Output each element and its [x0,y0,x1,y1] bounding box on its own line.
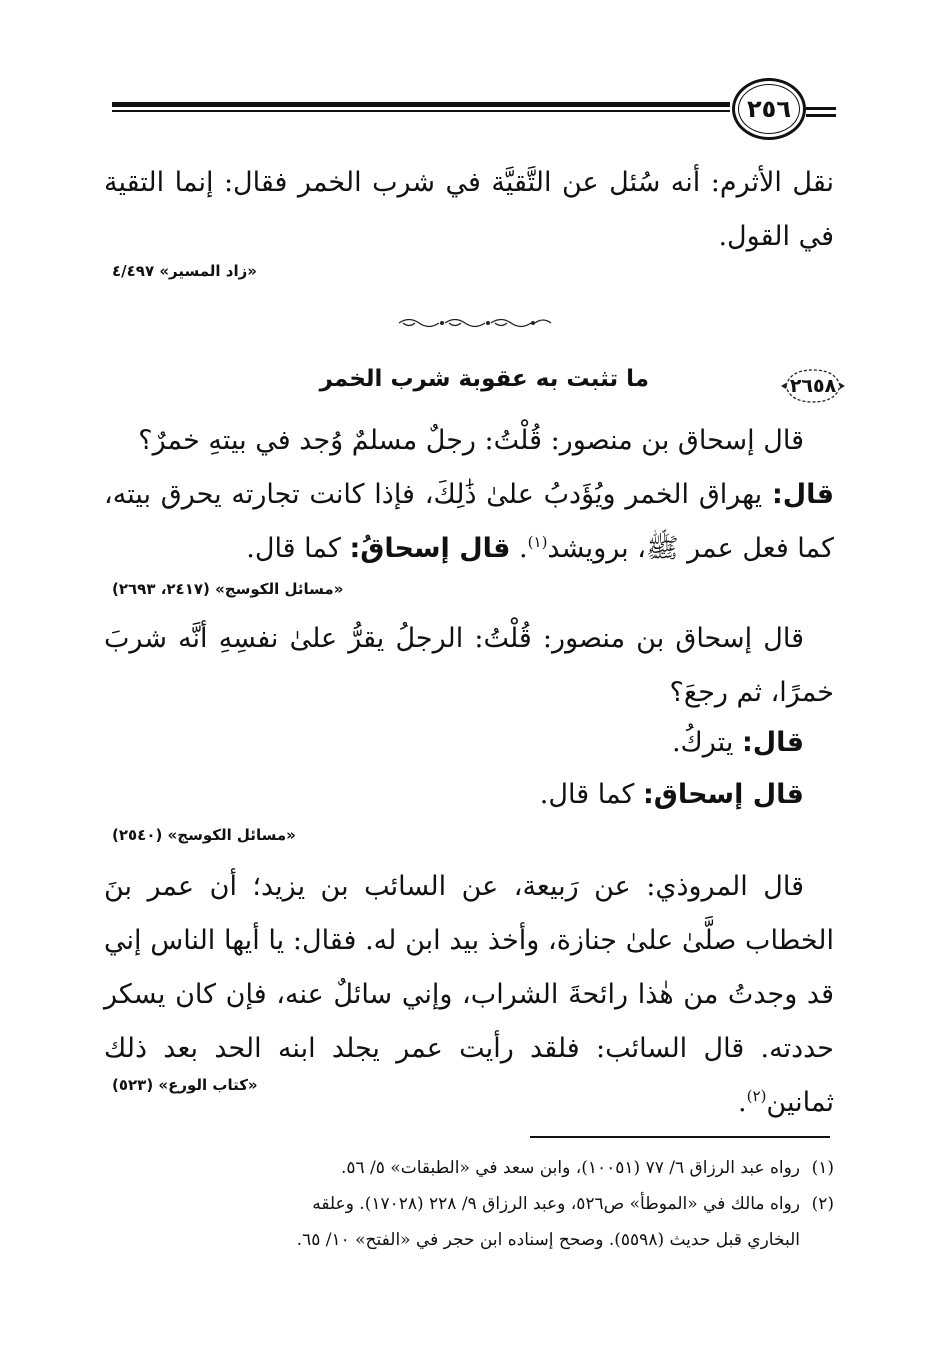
footnote-text: رواه عبد الرزاق ٦/ ٧٧ (١٠٠٥١)، وابن سعد في «الطبقات» ٥/ ٥٦. [340,1158,800,1178]
ishaq-2 [104,768,834,822]
answer-1: قال: يهراق الخمر ويُؤَدبُ علىٰ ذَٰلِكَ، فإذا كانت تجارته يحرق بيته، كما فعل عمر ﷺ، برويشد$^{(١)}$. قال إسحاقُ: كما قال. [104,479,834,564]
header-stub [806,107,836,110]
header-stub [806,114,836,117]
ishaq-label: قال إسحاقُ: [349,533,511,564]
entry-number: ٢٦٥٨ [789,375,837,397]
header-rule [112,98,730,120]
page-number-badge [732,78,806,140]
footnote-ref-1[interactable]: (١) [527,533,548,551]
footnote-number: (١) [811,1158,834,1178]
question-2: قال إسحاق بن منصور: قُلْتُ: الرجلُ يقرُّ علىٰ نفسِهِ أنَّه شربَ خمرًا، ثم رجعَ؟ [104,623,834,708]
source-1: «مسائل الكوسج» (٢٤١٧، ٢٦٩٣) [112,580,344,598]
source-3: «كتاب الورع» (٥٢٣) [112,1076,258,1094]
ishaq-label: قال إسحاق: [643,779,804,810]
question-1: قال إسحاق بن منصور: قُلْتُ: رجلٌ مسلمٌ وُجد في بيتهِ خمرٌ؟ [138,425,804,456]
footnote-2 [104,1186,834,1222]
answer-text: يتركُ. [671,727,734,758]
ishaq-text: كما قال. [539,779,635,810]
footnote-ref-2[interactable]: (٢) [746,1087,767,1105]
footnote-text: رواه مالك في «الموطأ» ص٥٢٦، وعبد الرزاق ٩/ ٢٢٨ (١٧٠٢٨). وعلقه [312,1194,800,1214]
answer-2 [104,716,834,770]
top-passage-source: «زاد المسير» ٤/٤٩٧ [112,262,257,280]
footnote-number: (٢) [811,1194,834,1214]
answer-label: قال: [771,479,834,510]
question-3: قال المروذي: عن رَبيعة، عن السائب بن يزيد؛ أن عمر بنَ الخطاب صلَّىٰ علىٰ جنازة، وأخذ بيد ابن له. فقال: يا أيها الناس إني قد وجدتُ من هٰذا رائحةَ الشراب، وإني سائلٌ عنه، فإن كان يسكر حددته. قال السائب: فلقد رأيت عمر يجلد ابنه الحد بعد ذلك ثمانين$^{(٢)}$. [104,871,834,1118]
source-2: «مسائل الكوسج» (٢٥٤٠) [112,826,296,844]
answer-label: قال: [741,727,804,758]
footnote-2-cont: البخاري قبل حديث (٥٥٩٨). وصحح إسناده ابن حجر في «الفتح» ١٠/ ٦٥. [296,1230,800,1250]
top-passage: نقل الأثرم: أنه سُئل عن التَّقيَّة في شرب الخمر فقال: إنما التقية في القول. [104,167,834,252]
page-number: ٢٥٦ [747,95,791,123]
ishaq-text: كما قال. [246,533,341,564]
divider-ornament [395,313,555,333]
entry-number-badge [780,366,846,406]
footnotes [104,1150,834,1258]
footnote-1 [104,1150,834,1186]
answer-text: يهراق الخمر ويُؤَدبُ علىٰ ذَٰلِكَ، فإذا كانت تجارته يحرق بيته، كما فعل عمر ﷺ، برويشد [104,479,834,564]
footnote-rule [530,1136,830,1138]
section-title: ما تثبت به عقوبة شرب الخمر [319,366,649,392]
